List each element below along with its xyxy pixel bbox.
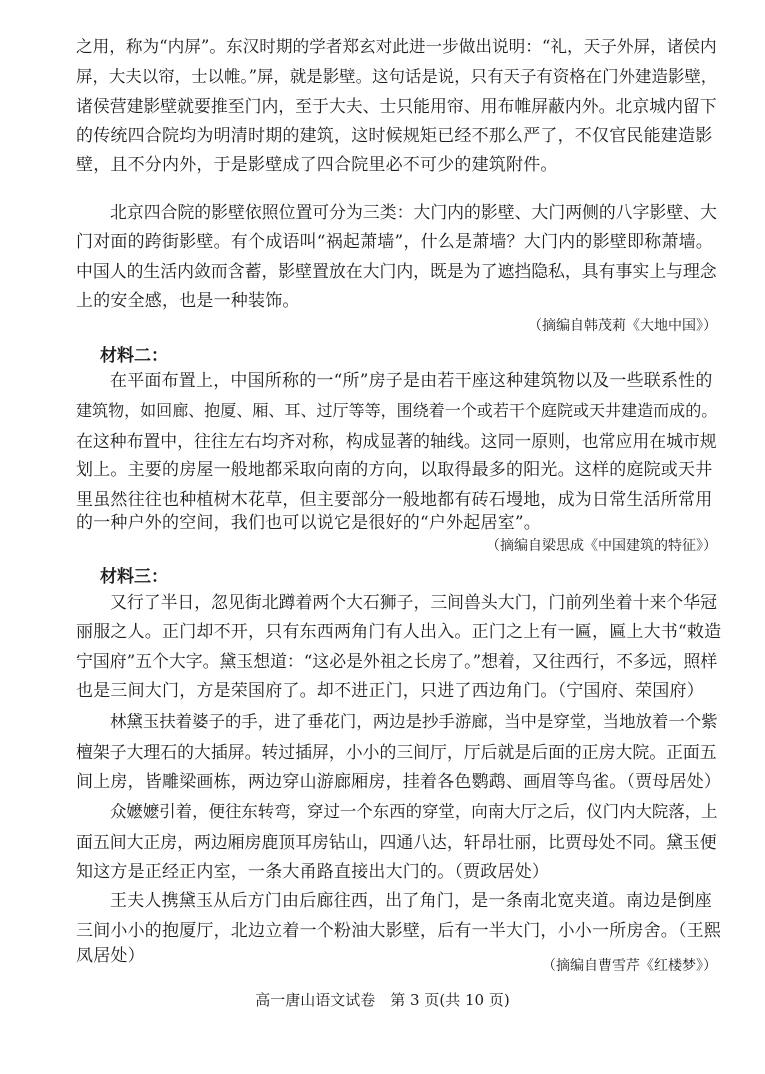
text-line: 也是三间大门，方是荣国府了。却不进正门，只进了西边角门。（宁国府、荣国府） bbox=[76, 681, 704, 701]
text-line: 丽服之人。正门却不开，只有东西两角门有人出入。正门之上有一匾，匾上大书“敕造 bbox=[76, 622, 722, 642]
text-line: 北京四合院的影壁依照位置可分为三类：大门内的影壁、大门两侧的八字影壁、大 bbox=[110, 202, 717, 222]
text-line: 在这种布置中，往往左右均齐对称，构成显著的轴线。这同一原则，也常应用在城市规 bbox=[76, 431, 717, 451]
text-line: 壁，且不分内外，于是影壁成了四合院里必不可少的建筑附件。 bbox=[76, 155, 558, 175]
text-line: 在平面布置上，中国所称的一“所”房子是由若干座这种建筑物以及一些联系性的 bbox=[110, 371, 713, 391]
text-line: 的传统四合院均为明清时期的建筑，这时候规矩已经不那么严了，不仅官民能建造影 bbox=[76, 126, 713, 146]
text-line: 三间小小的抱厦厅，北边立着一个粉油大影壁，后有一半大门，小小一所房舍。（王熙 bbox=[76, 921, 722, 941]
text-line: 又行了半日，忽见街北蹲着两个大石狮子，三间兽头大门，门前列坐着十来个华冠 bbox=[110, 592, 717, 612]
text-line: 建筑物，如回廊、抱厦、厢、耳、过厅等等，围绕着一个或若干个庭院或天井建造而成的。 bbox=[76, 401, 718, 420]
text-line: 凤居处） bbox=[76, 946, 145, 966]
section-heading: 材料三： bbox=[100, 567, 168, 587]
text-line: 中国人的生活内敛而含蓄，影壁置放在大门内，既是为了遮挡隐私，具有事实上与理念 bbox=[76, 261, 717, 281]
text-line: 划上。主要的房屋一般地都采取向南的方向，以取得最多的阳光。这样的庭院或天井 bbox=[76, 460, 713, 480]
text-line: 面五间大正房，两边厢房鹿顶耳房钻山，四通八达，轩昂壮丽，比贾母处不同。黛玉便 bbox=[76, 832, 717, 852]
text-line: 上的安全感，也是一种装饰。 bbox=[76, 291, 300, 311]
text-line: 众嬷嬷引着，便往东转弯，穿过一个东西的穿堂，向南大厅之后，仪门内大院落，上 bbox=[110, 802, 718, 821]
text-line: 里虽然往往也种植树木花草，但主要部分一般地都有砖石墁地，成为日常生活所常用 bbox=[76, 490, 713, 510]
page-footer: 高一唐山语文试卷 第 3 页(共 10 页) bbox=[255, 991, 510, 1009]
source-citation: （摘编自韩茂莉《大地中国》） bbox=[528, 318, 717, 334]
text-line: 之用，称为“内屏”。东汉时期的学者郑玄对此进一步做出说明：“礼，天子外屏，诸侯内 bbox=[76, 37, 717, 56]
text-line: 王夫人携黛玉从后方门由后廊往西，出了角门，是一条南北宽夹道。南边是倒座 bbox=[110, 891, 712, 911]
text-line: 知这方是正经正内室，一条大甬路直接出大门的。（贾政居处） bbox=[76, 862, 550, 882]
text-line: 檀架子大理石的大插屏。转过插屏，小小的三间厅，厅后就是后面的正房大院。正面五 bbox=[76, 742, 717, 762]
source-citation: （摘编自梁思成《中国建筑的特征》） bbox=[486, 538, 717, 554]
text-line: 宁国府”五个大字。黛玉想道：“这必是外祖之长房了。”想着，又往西行，不多远，照样 bbox=[76, 651, 718, 671]
section-heading: 材料二： bbox=[100, 346, 168, 366]
source-citation: （摘编自曹雪芹《红楼梦》） bbox=[542, 958, 717, 974]
text-line: 门对面的跨街影壁。有个成语叫“祸起萧墙”，什么是萧墙？大门内的影壁即称萧墙。 bbox=[76, 232, 713, 252]
text-line: 的一种户外的空间，我们也可以说它是很好的“户外起居室”。 bbox=[76, 513, 541, 533]
text-line: 林黛玉扶着婆子的手，进了垂花门，两边是抄手游廊，当中是穿堂，当地放着一个紫 bbox=[110, 712, 718, 731]
text-line: 屏，大夫以帘，士以帷。”屏，就是影壁。这句话是说，只有天子有资格在门外建造影壁， bbox=[76, 67, 718, 86]
text-line: 间上房，皆雕梁画栋，两边穿山游廊厢房，挂着各色鹦鹉、画眉等鸟雀。（贾母居处） bbox=[76, 772, 722, 792]
text-line: 诸侯营建影壁就要推至门内，至于大夫、士只能用帘、用布帷屏蔽内外。北京城内留下 bbox=[76, 96, 717, 116]
